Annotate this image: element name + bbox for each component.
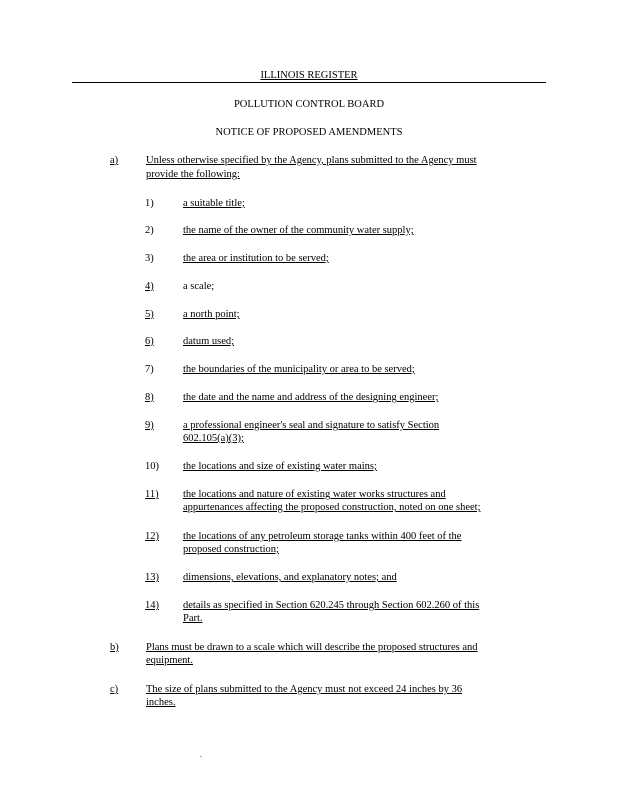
item-text-line1: details as specified in Section 620.245 through Section 602.260 of this bbox=[183, 600, 480, 611]
section-c-line1: The size of plans submitted to the Agency must not exceed 24 inches by 36 bbox=[146, 684, 463, 695]
section-a-label: a) bbox=[110, 155, 119, 166]
board-title: POLLUTION CONTROL BOARD bbox=[233, 99, 385, 110]
item-text-line2: appurtenances affecting the proposed construction, noted on one sheet; bbox=[183, 502, 481, 513]
section-b-label: b) bbox=[110, 642, 119, 653]
item-text-line2: Part. bbox=[183, 613, 203, 624]
header-rule bbox=[72, 82, 546, 83]
item-number: 11) bbox=[145, 489, 159, 500]
item-number: 8) bbox=[145, 392, 154, 403]
notice-title: NOTICE OF PROPOSED AMENDMENTS bbox=[215, 127, 403, 138]
register-title: ILLINOIS REGISTER bbox=[260, 70, 358, 81]
item-text-line1: the locations and nature of existing water works structures and bbox=[183, 489, 446, 500]
item-number: 3) bbox=[145, 253, 154, 264]
item-text-line2: 602.105(a)(3); bbox=[183, 433, 244, 444]
section-b-line1: Plans must be drawn to a scale which will describe the proposed structures and bbox=[146, 642, 478, 653]
item-text-line1: a professional engineer's seal and signature to satisfy Section bbox=[183, 420, 440, 431]
item-number: 13) bbox=[145, 572, 159, 583]
item-number: 4) bbox=[145, 281, 154, 292]
item-text: a scale; bbox=[183, 281, 215, 292]
item-number: 14) bbox=[145, 600, 159, 611]
item-text: datum used; bbox=[183, 336, 235, 347]
section-c-label: c) bbox=[110, 684, 119, 695]
item-number: 10) bbox=[145, 461, 159, 472]
item-text: the locations and size of existing water mains; bbox=[183, 461, 377, 472]
item-number: 5) bbox=[145, 309, 154, 320]
section-b-line2: equipment. bbox=[146, 655, 193, 666]
footer-mark: . bbox=[200, 750, 202, 759]
section-c-line2: inches. bbox=[146, 697, 176, 708]
item-text: a north point; bbox=[183, 309, 240, 320]
item-text-line1: the locations of any petroleum storage tanks within 400 feet of the bbox=[183, 531, 462, 542]
item-number: 9) bbox=[145, 420, 154, 431]
item-number: 12) bbox=[145, 531, 159, 542]
item-number: 7) bbox=[145, 364, 154, 375]
item-number: 1) bbox=[145, 198, 154, 209]
item-text: the date and the name and address of the designing engineer; bbox=[183, 392, 439, 403]
item-text: the name of the owner of the community water supply; bbox=[183, 225, 414, 236]
section-a-intro-line1: Unless otherwise specified by the Agency, plans submitted to the Agency must bbox=[146, 155, 477, 166]
item-number: 2) bbox=[145, 225, 154, 236]
item-number: 6) bbox=[145, 336, 154, 347]
item-text: dimensions, elevations, and explanatory notes; and bbox=[183, 572, 397, 583]
section-a-intro-line2: provide the following: bbox=[146, 169, 240, 180]
item-text: the boundaries of the municipality or area to be served; bbox=[183, 364, 415, 375]
item-text: the area or institution to be served; bbox=[183, 253, 329, 264]
item-text-line2: proposed construction; bbox=[183, 544, 279, 555]
item-text: a suitable title; bbox=[183, 198, 245, 209]
